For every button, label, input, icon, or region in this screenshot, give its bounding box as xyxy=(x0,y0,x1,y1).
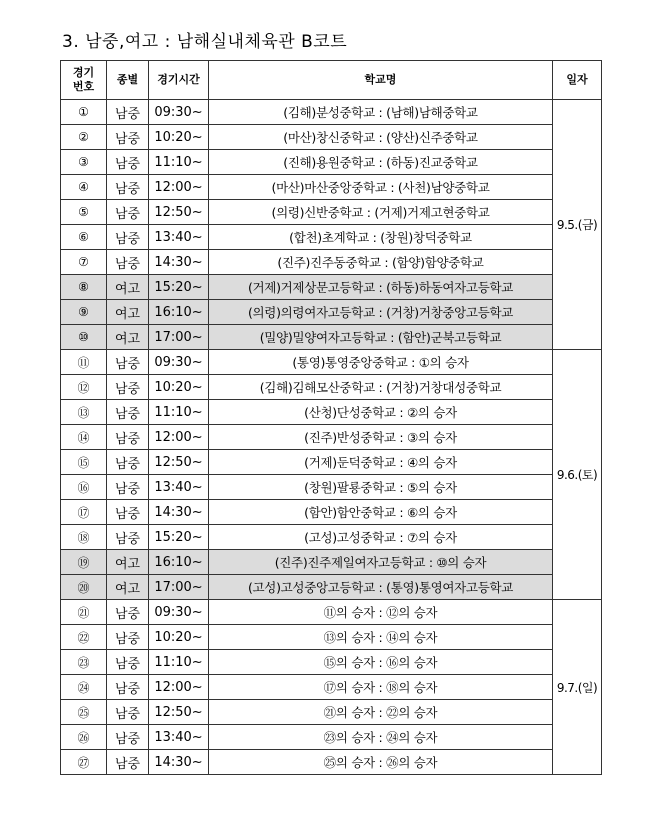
game-number-cell: ④ xyxy=(61,175,107,200)
game-time-cell: 12:50~ xyxy=(149,200,209,225)
division-cell: 남중 xyxy=(107,225,149,250)
game-time-cell: 17:00~ xyxy=(149,325,209,350)
division-cell: 남중 xyxy=(107,250,149,275)
game-time-cell: 12:50~ xyxy=(149,450,209,475)
division-cell: 남중 xyxy=(107,150,149,175)
game-time-cell: 12:00~ xyxy=(149,425,209,450)
table-row xyxy=(61,450,602,475)
game-time-cell: 17:00~ xyxy=(149,575,209,600)
division-cell: 여고 xyxy=(107,275,149,300)
header-row xyxy=(61,61,602,100)
school-match-cell: (합천)초계학교 : (창원)창덕중학교 xyxy=(209,225,553,250)
header-school-name: 학교명 xyxy=(209,61,553,100)
game-time-cell: 11:10~ xyxy=(149,150,209,175)
schedule-table xyxy=(60,60,602,775)
table-row xyxy=(61,625,602,650)
match-date-cell: 9.7.(일) xyxy=(553,600,602,775)
school-match-cell: (의령)의령여자고등학교 : (거창)거창중앙고등학교 xyxy=(209,300,553,325)
division-cell: 남중 xyxy=(107,425,149,450)
division-cell: 남중 xyxy=(107,375,149,400)
table-row xyxy=(61,125,602,150)
game-time-cell: 09:30~ xyxy=(149,100,209,125)
table-row xyxy=(61,200,602,225)
school-match-cell: (마산)창신중학교 : (양산)신주중학교 xyxy=(209,125,553,150)
table-row xyxy=(61,325,602,350)
division-cell: 남중 xyxy=(107,100,149,125)
division-cell: 남중 xyxy=(107,625,149,650)
table-row xyxy=(61,250,602,275)
table-row xyxy=(61,300,602,325)
game-number-cell: ⑨ xyxy=(61,300,107,325)
table-row xyxy=(61,150,602,175)
match-date-cell: 9.5.(금) xyxy=(553,100,602,350)
game-number-cell: ⑯ xyxy=(61,475,107,500)
game-number-cell: ③ xyxy=(61,150,107,175)
division-cell: 남중 xyxy=(107,700,149,725)
division-cell: 남중 xyxy=(107,750,149,775)
game-time-cell: 09:30~ xyxy=(149,350,209,375)
division-cell: 남중 xyxy=(107,600,149,625)
game-time-cell: 16:10~ xyxy=(149,550,209,575)
table-row xyxy=(61,100,602,125)
game-time-cell: 11:10~ xyxy=(149,400,209,425)
header-game-number: 경기 번호 xyxy=(61,61,107,100)
game-time-cell: 15:20~ xyxy=(149,275,209,300)
table-header xyxy=(61,61,602,100)
division-cell: 여고 xyxy=(107,550,149,575)
table-row xyxy=(61,550,602,575)
division-cell: 남중 xyxy=(107,725,149,750)
game-number-cell: ㉒ xyxy=(61,625,107,650)
game-number-cell: ⑪ xyxy=(61,350,107,375)
game-number-cell: ㉗ xyxy=(61,750,107,775)
game-time-cell: 09:30~ xyxy=(149,600,209,625)
game-time-cell: 12:00~ xyxy=(149,175,209,200)
game-time-cell: 12:00~ xyxy=(149,675,209,700)
game-number-cell: ⑤ xyxy=(61,200,107,225)
table-row xyxy=(61,475,602,500)
school-match-cell: (진주)반성중학교 : ③의 승자 xyxy=(209,425,553,450)
game-number-cell: ㉖ xyxy=(61,725,107,750)
division-cell: 남중 xyxy=(107,450,149,475)
game-number-cell: ⑱ xyxy=(61,525,107,550)
header-game-time: 경기시간 xyxy=(149,61,209,100)
division-cell: 여고 xyxy=(107,300,149,325)
school-match-cell: (고성)고성중학교 : ⑦의 승자 xyxy=(209,525,553,550)
game-number-cell: ⑧ xyxy=(61,275,107,300)
table-row xyxy=(61,700,602,725)
table-row xyxy=(61,575,602,600)
table-row xyxy=(61,650,602,675)
school-match-cell: ㉑의 승자 : ㉒의 승자 xyxy=(209,700,553,725)
school-match-cell: (마산)마산중앙중학교 : (사천)남양중학교 xyxy=(209,175,553,200)
table-row xyxy=(61,750,602,775)
school-match-cell: (진주)진주동중학교 : (함양)함양중학교 xyxy=(209,250,553,275)
division-cell: 남중 xyxy=(107,475,149,500)
game-number-cell: ⑮ xyxy=(61,450,107,475)
school-match-cell: (산청)단성중학교 : ②의 승자 xyxy=(209,400,553,425)
game-number-cell: ① xyxy=(61,100,107,125)
game-time-cell: 13:40~ xyxy=(149,725,209,750)
school-match-cell: (김해)분성중학교 : (남해)남해중학교 xyxy=(209,100,553,125)
game-time-cell: 16:10~ xyxy=(149,300,209,325)
table-row xyxy=(61,400,602,425)
header-date: 일자 xyxy=(553,61,602,100)
game-time-cell: 10:20~ xyxy=(149,375,209,400)
school-match-cell: ⑬의 승자 : ⑭의 승자 xyxy=(209,625,553,650)
school-match-cell: (고성)고성중앙고등학교 : (통영)통영여자고등학교 xyxy=(209,575,553,600)
school-match-cell: (창원)팔룡중학교 : ⑤의 승자 xyxy=(209,475,553,500)
school-match-cell: (밀양)밀양여자고등학교 : (함안)군북고등학교 xyxy=(209,325,553,350)
table-row xyxy=(61,525,602,550)
game-time-cell: 13:40~ xyxy=(149,475,209,500)
school-match-cell: (거제)둔덕중학교 : ④의 승자 xyxy=(209,450,553,475)
table-row xyxy=(61,600,602,625)
division-cell: 여고 xyxy=(107,325,149,350)
division-cell: 남중 xyxy=(107,500,149,525)
school-match-cell: (진해)용원중학교 : (하동)진교중학교 xyxy=(209,150,553,175)
division-cell: 남중 xyxy=(107,200,149,225)
game-time-cell: 10:20~ xyxy=(149,625,209,650)
game-time-cell: 12:50~ xyxy=(149,700,209,725)
game-number-cell: ㉑ xyxy=(61,600,107,625)
game-number-cell: ② xyxy=(61,125,107,150)
table-row xyxy=(61,375,602,400)
school-match-cell: (진주)진주제일여자고등학교 : ⑩의 승자 xyxy=(209,550,553,575)
page-title: 3. 남중,여고 : 남해실내체육관 B코트 xyxy=(62,32,348,52)
match-date-cell: 9.6.(토) xyxy=(553,350,602,600)
division-cell: 여고 xyxy=(107,575,149,600)
game-time-cell: 10:20~ xyxy=(149,125,209,150)
game-number-cell: ⑲ xyxy=(61,550,107,575)
game-number-cell: ⑰ xyxy=(61,500,107,525)
game-number-cell: ⑳ xyxy=(61,575,107,600)
game-time-cell: 15:20~ xyxy=(149,525,209,550)
table-row xyxy=(61,350,602,375)
division-cell: 남중 xyxy=(107,675,149,700)
table-row xyxy=(61,425,602,450)
school-match-cell: (김해)김해모산중학교 : (거창)거창대성중학교 xyxy=(209,375,553,400)
school-match-cell: ㉓의 승자 : ㉔의 승자 xyxy=(209,725,553,750)
game-number-cell: ⑭ xyxy=(61,425,107,450)
game-time-cell: 14:30~ xyxy=(149,250,209,275)
school-match-cell: ⑮의 승자 : ⑯의 승자 xyxy=(209,650,553,675)
game-time-cell: 14:30~ xyxy=(149,500,209,525)
table-body xyxy=(61,100,602,775)
table-row xyxy=(61,225,602,250)
school-match-cell: ㉕의 승자 : ㉖의 승자 xyxy=(209,750,553,775)
division-cell: 남중 xyxy=(107,525,149,550)
school-match-cell: (의령)신반중학교 : (거제)거제고현중학교 xyxy=(209,200,553,225)
table-row xyxy=(61,675,602,700)
division-cell: 남중 xyxy=(107,650,149,675)
game-time-cell: 11:10~ xyxy=(149,650,209,675)
game-time-cell: 14:30~ xyxy=(149,750,209,775)
table-row xyxy=(61,725,602,750)
game-number-cell: ⑫ xyxy=(61,375,107,400)
game-number-cell: ⑬ xyxy=(61,400,107,425)
school-match-cell: (통영)통영중앙중학교 : ①의 승자 xyxy=(209,350,553,375)
division-cell: 남중 xyxy=(107,400,149,425)
school-match-cell: (거제)거제상문고등학교 : (하동)하동여자고등학교 xyxy=(209,275,553,300)
school-match-cell: (함안)함안중학교 : ⑥의 승자 xyxy=(209,500,553,525)
division-cell: 남중 xyxy=(107,350,149,375)
header-division: 종별 xyxy=(107,61,149,100)
school-match-cell: ⑪의 승자 : ⑫의 승자 xyxy=(209,600,553,625)
game-number-cell: ㉔ xyxy=(61,675,107,700)
division-cell: 남중 xyxy=(107,125,149,150)
game-number-cell: ⑩ xyxy=(61,325,107,350)
table-row xyxy=(61,175,602,200)
game-number-cell: ㉕ xyxy=(61,700,107,725)
division-cell: 남중 xyxy=(107,175,149,200)
school-match-cell: ⑰의 승자 : ⑱의 승자 xyxy=(209,675,553,700)
game-number-cell: ⑦ xyxy=(61,250,107,275)
game-time-cell: 13:40~ xyxy=(149,225,209,250)
game-number-cell: ⑥ xyxy=(61,225,107,250)
table-row xyxy=(61,275,602,300)
table-row xyxy=(61,500,602,525)
game-number-cell: ㉓ xyxy=(61,650,107,675)
